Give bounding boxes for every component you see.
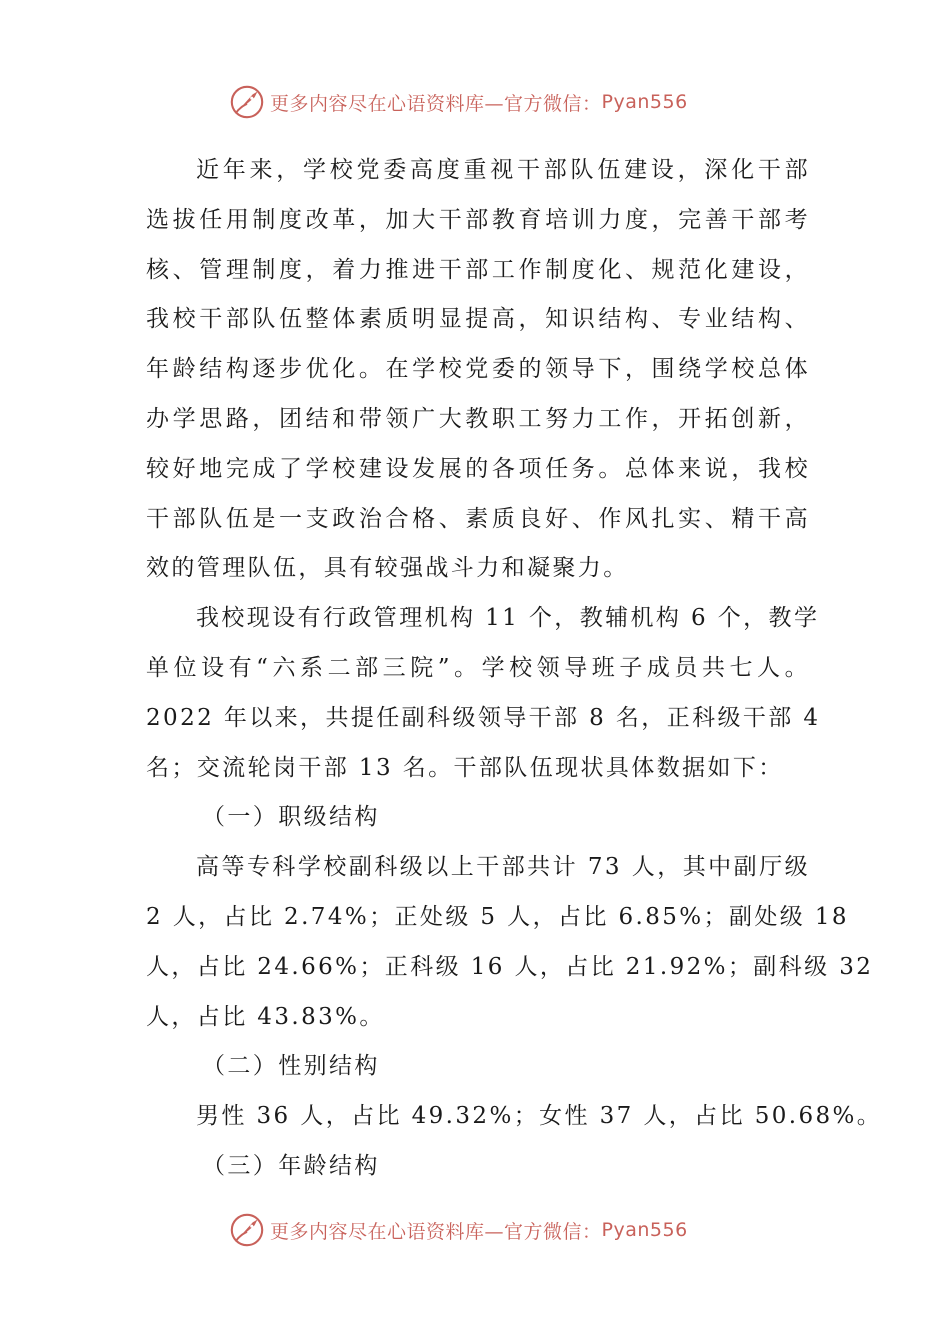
text-line: 男性 36 人，占比 49.32%；女性 37 人，占比 50.68%。 bbox=[196, 1103, 883, 1130]
footer-watermark bbox=[228, 1210, 748, 1250]
text-line: 高等专科学校副科级以上干部共计 73 人，其中副厅级 bbox=[196, 854, 810, 881]
section-heading-age: （三）年龄结构 bbox=[202, 1152, 380, 1179]
text-line: 2022 年以来，共提任副科级领导干部 8 名，正科级干部 4 bbox=[146, 704, 821, 731]
header-watermark bbox=[228, 82, 748, 122]
paragraph-intro bbox=[146, 146, 810, 594]
section-heading-gender: （二）性别结构 bbox=[202, 1053, 380, 1080]
watermark-text: 更多内容尽在心语资料库—官方微信： bbox=[270, 92, 602, 115]
pen-nib-logo-icon bbox=[228, 1211, 266, 1249]
text-line: 选拔任用制度改革，加大干部教育培训力度，完善干部考 bbox=[146, 206, 810, 233]
text-line: 我校干部队伍整体素质明显提高，知识结构、专业结构、 bbox=[146, 306, 810, 333]
text-line: 我校现设有行政管理机构 11 个，教辅机构 6 个，教学 bbox=[196, 605, 820, 632]
text-line: 2 人，占比 2.74%；正处级 5 人，占比 6.85%；副处级 18 bbox=[146, 903, 849, 930]
text-line: 干部队伍是一支政治合格、素质良好、作风扎实、精干高 bbox=[146, 505, 810, 532]
document-body bbox=[146, 146, 883, 1192]
paragraph-gender-structure bbox=[146, 1092, 883, 1142]
text-line: 名；交流轮岗干部 13 名。干部队伍现状具体数据如下： bbox=[146, 754, 784, 781]
text-line: 效的管理队伍，具有较强战斗力和凝聚力。 bbox=[146, 555, 629, 582]
watermark-wechat-id: Pyan556 bbox=[601, 91, 688, 113]
watermark-wechat-id: Pyan556 bbox=[601, 1219, 688, 1241]
paragraph-rank-structure bbox=[146, 843, 874, 1042]
paragraph-organization bbox=[146, 594, 821, 793]
watermark-text: 更多内容尽在心语资料库—官方微信： bbox=[270, 1220, 602, 1243]
text-line: 较好地完成了学校建设发展的各项任务。总体来说，我校 bbox=[146, 455, 810, 482]
text-line: 核、管理制度，着力推进干部工作制度化、规范化建设， bbox=[146, 256, 810, 283]
text-line: 近年来，学校党委高度重视干部队伍建设，深化干部 bbox=[196, 157, 810, 183]
text-line: 单位设有“六系二部三院”。学校领导班子成员共七人。 bbox=[146, 654, 810, 681]
text-line: 人，占比 43.83%。 bbox=[146, 1003, 385, 1030]
pen-nib-logo-icon bbox=[228, 83, 266, 121]
text-line: 年龄结构逐步优化。在学校党委的领导下，围绕学校总体 bbox=[146, 356, 810, 383]
text-line: 人，占比 24.66%；正科级 16 人，占比 21.92%；副科级 32 bbox=[146, 953, 874, 980]
text-line: 办学思路，团结和带领广大教职工努力工作，开拓创新， bbox=[146, 405, 810, 432]
section-heading-rank: （一）职级结构 bbox=[202, 804, 380, 831]
